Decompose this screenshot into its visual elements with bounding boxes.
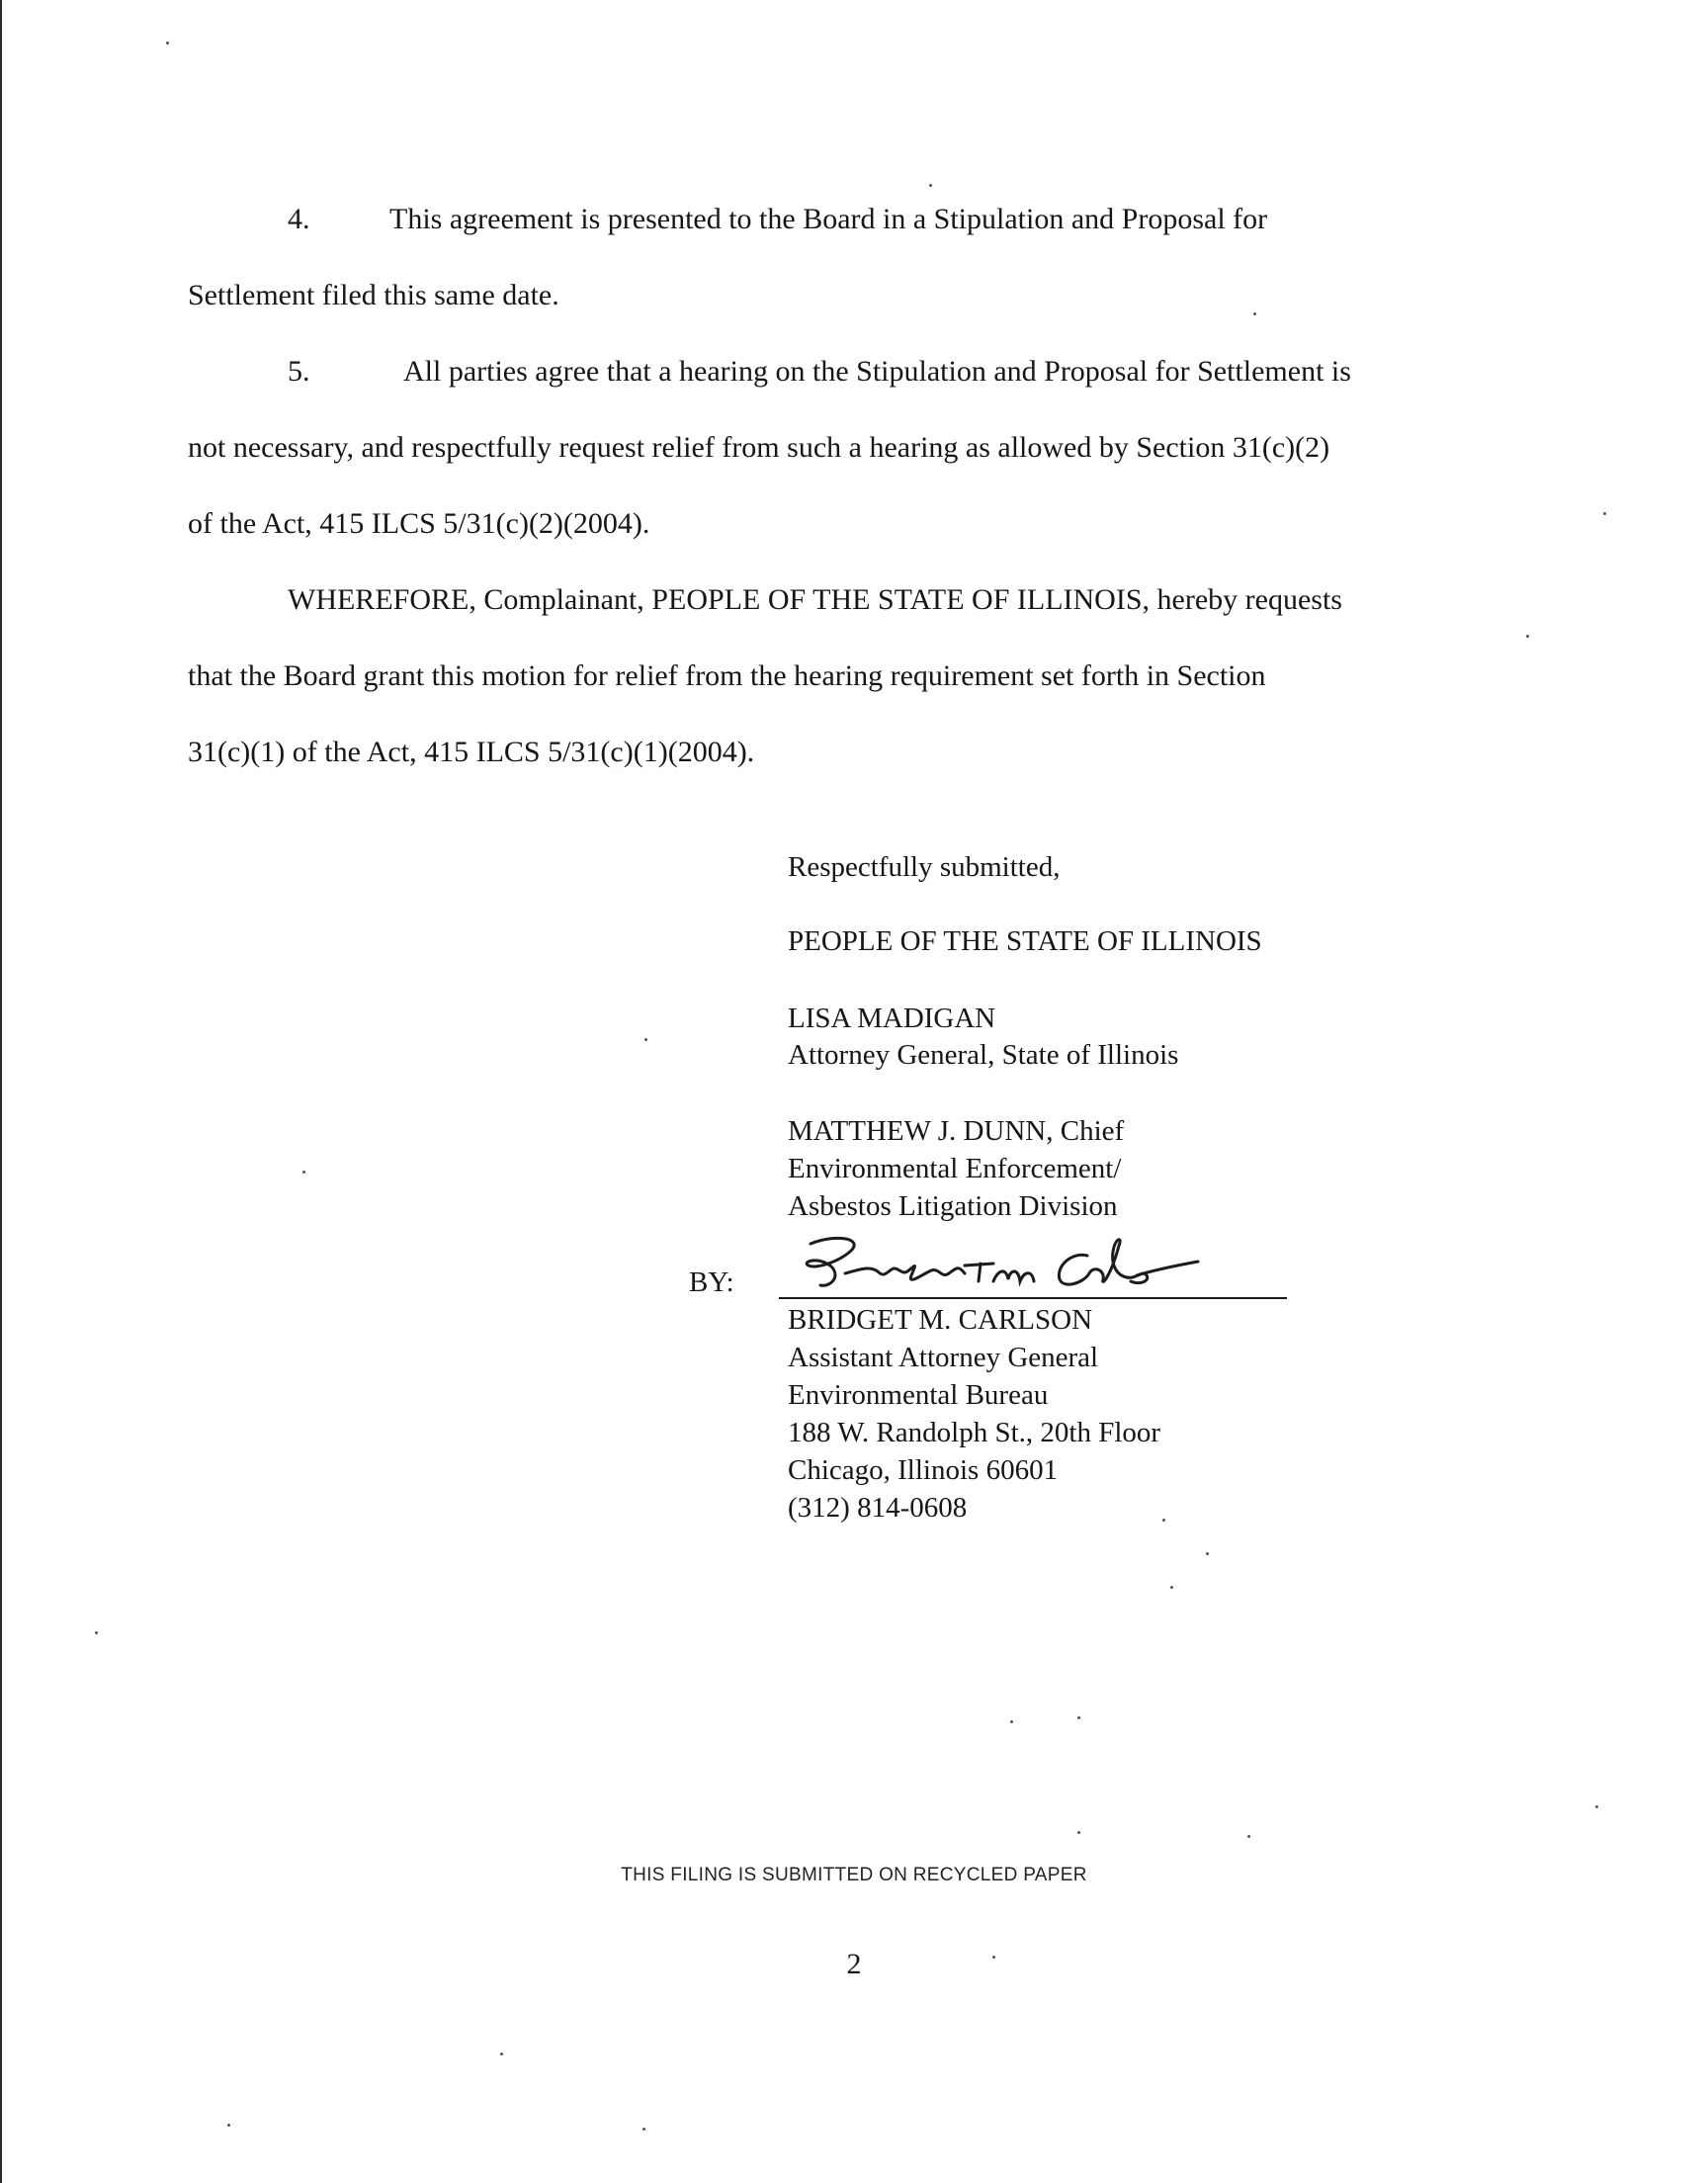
paragraph-5-number: 5. xyxy=(288,355,310,388)
paragraph-5-line-1: All parties agree that a hearing on the Stipulation and Proposal for Settlement is xyxy=(403,355,1351,388)
scan-speck xyxy=(642,2128,645,2131)
paragraph-5-line-3: of the Act, 415 ILCS 5/31(c)(2)(2004). xyxy=(188,507,650,540)
scan-speck xyxy=(1162,1519,1165,1522)
chief-name: MATTHEW J. DUNN, Chief xyxy=(788,1115,1125,1147)
scan-speck xyxy=(1603,512,1606,515)
attorney-general-name: LISA MADIGAN xyxy=(788,1003,996,1034)
paragraph-4-line-1: This agreement is presented to the Board in a Stipulation and Proposal for xyxy=(389,203,1268,235)
scan-speck xyxy=(95,1631,98,1634)
scan-speck xyxy=(929,184,932,187)
scan-speck xyxy=(1253,312,1256,315)
recycled-paper-notice: THIS FILING IS SUBMITTED ON RECYCLED PAPER xyxy=(621,1865,1087,1885)
attorney-general-title: Attorney General, State of Illinois xyxy=(788,1039,1179,1071)
paragraph-4-line-2: Settlement filed this same date. xyxy=(188,279,559,311)
scan-speck xyxy=(500,2052,503,2055)
scan-speck xyxy=(227,2124,230,2127)
signer-bureau: Environmental Bureau xyxy=(788,1379,1049,1411)
chief-department-1: Environmental Enforcement/ xyxy=(788,1153,1122,1184)
wherefore-line-1: WHEREFORE, Complainant, PEOPLE OF THE STATE OF ILLINOIS, hereby requests xyxy=(288,583,1342,616)
scan-speck xyxy=(302,1171,305,1174)
paragraph-5-line-2: not necessary, and respectfully request relief from such a hearing as allowed by Section 31(c)(2) xyxy=(188,431,1330,464)
page-number: 2 xyxy=(846,1948,862,1980)
by-label: BY: xyxy=(689,1266,734,1298)
chief-department-2: Asbestos Litigation Division xyxy=(788,1190,1118,1222)
phone-number: (312) 814-0608 xyxy=(788,1492,968,1524)
wherefore-line-2: that the Board grant this motion for relief from the hearing requirement set forth in Section xyxy=(188,659,1266,692)
party-name: PEOPLE OF THE STATE OF ILLINOIS xyxy=(788,925,1262,957)
scan-speck xyxy=(1010,1720,1013,1723)
scan-speck xyxy=(1247,1835,1250,1838)
address-line-1: 188 W. Randolph St., 20th Floor xyxy=(788,1417,1161,1448)
scan-speck xyxy=(1206,1552,1209,1555)
wherefore-line-3: 31(c)(1) of the Act, 415 ILCS 5/31(c)(1)(2004). xyxy=(188,736,755,768)
scan-speck xyxy=(1077,1716,1080,1719)
closing: Respectfully submitted, xyxy=(788,851,1061,883)
signer-title: Assistant Attorney General xyxy=(788,1342,1099,1373)
scan-speck xyxy=(1526,635,1529,638)
scan-speck xyxy=(1595,1805,1598,1808)
address-line-2: Chicago, Illinois 60601 xyxy=(788,1454,1059,1486)
scan-speck xyxy=(1170,1586,1173,1589)
scan-left-edge xyxy=(0,0,2,2183)
signer-name: BRIDGET M. CARLSON xyxy=(788,1304,1093,1336)
scan-speck xyxy=(166,42,169,44)
paragraph-4-number: 4. xyxy=(288,203,310,235)
handwritten-signature xyxy=(791,1226,1206,1305)
scan-speck xyxy=(1077,1831,1080,1834)
scan-speck xyxy=(644,1038,647,1041)
signature-line xyxy=(779,1297,1287,1299)
